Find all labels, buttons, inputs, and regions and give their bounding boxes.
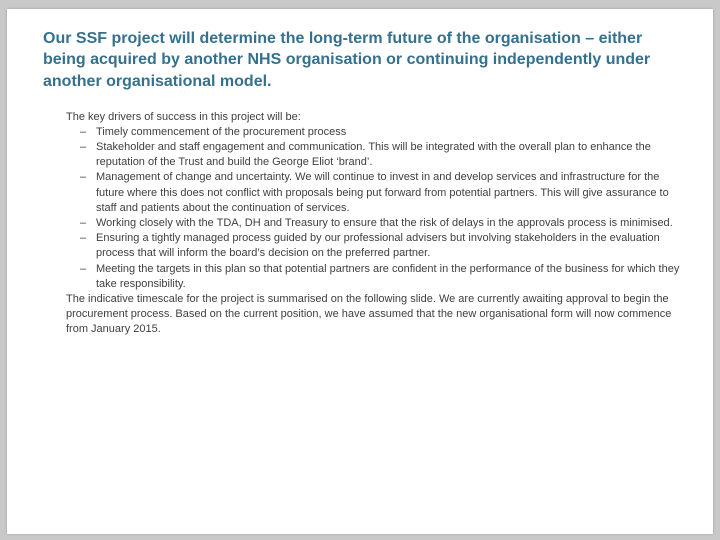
- bullet-text: Ensuring a tightly managed process guided by our professional advisers but involving stakeholders in the evaluation process that will inform the board’s decision on the preferred partner.: [96, 232, 660, 260]
- slide-body: [66, 110, 683, 338]
- bullet-text: Stakeholder and staff engagement and communication. This will be integrated with the overall plan to enhance the reputation of the Trust and build the George Eliot ‘brand’.: [96, 141, 651, 169]
- bullet-item: [80, 170, 683, 216]
- bullet-list: [80, 125, 683, 292]
- dash-bullet: –: [80, 125, 87, 138]
- dash-bullet: –: [80, 171, 87, 184]
- dash-bullet: –: [80, 232, 87, 245]
- bullet-text: Working closely with the TDA, DH and Treasury to ensure that the risk of delays in the approvals process is minimised.: [96, 217, 673, 229]
- dash-bullet: –: [80, 217, 87, 229]
- bullet-item: [80, 125, 683, 140]
- closing-paragraph: The indicative timescale for the project is summarised on the following slide. We are currently awaiting approval to begin the procurement process. Based on the current position, we have assumed that the new organisational form will now commence from January 2015.: [66, 292, 672, 336]
- slide-title: Our SSF project will determine the long-term future of the organisation – either being acquired by another NHS organisation or continuing independently under another organisational model.: [43, 30, 651, 90]
- bullet-item: [80, 140, 683, 170]
- intro-text: The key drivers of success in this project will be:: [66, 110, 301, 123]
- dash-bullet: –: [80, 141, 87, 154]
- bullet-text: Meeting the targets in this plan so that potential partners are confident in the performance of the business for which they take responsibility.: [96, 262, 680, 290]
- slide: [7, 9, 713, 534]
- bullet-item: [80, 216, 683, 231]
- dash-bullet: –: [80, 262, 87, 275]
- bullet-item: [80, 231, 683, 261]
- bullet-text: Timely commencement of the procurement process: [96, 125, 347, 138]
- bullet-text: Management of change and uncertainty. We will continue to invest in and develop services and infrastructure for the future where this does not conflict with proposals being put forward from potential partners. This will give assurance to staff and patients about the continuation of services.: [96, 171, 669, 214]
- bullet-item: [80, 262, 683, 292]
